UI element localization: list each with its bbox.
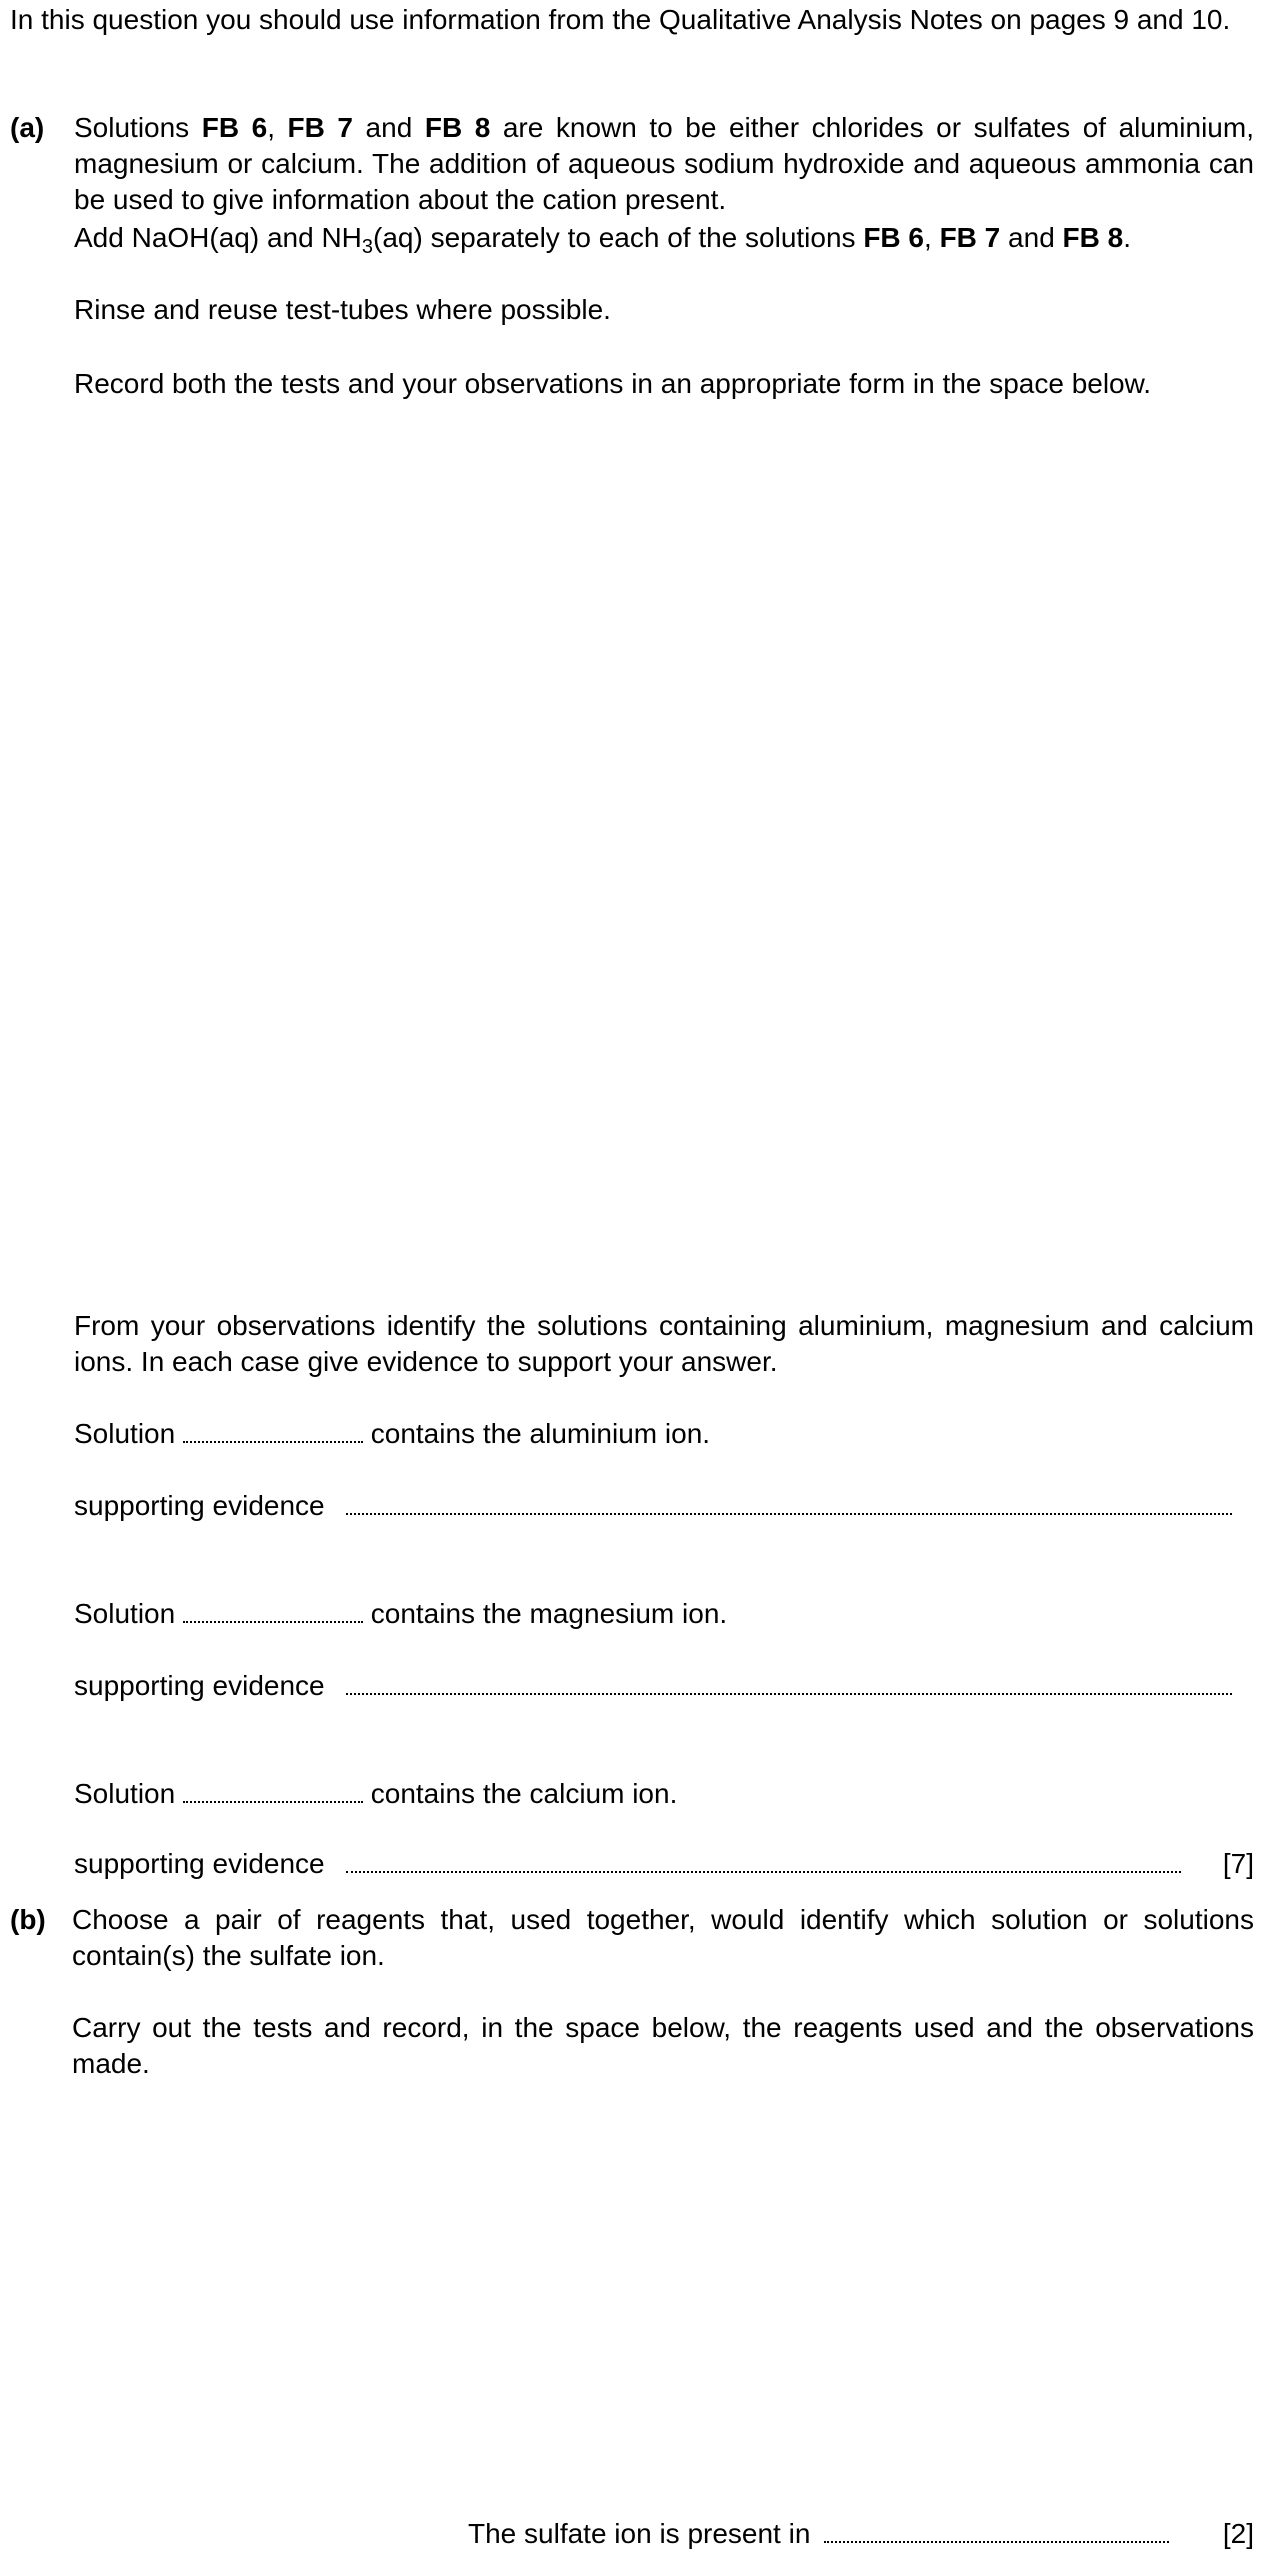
instruction-fb6: FB 6 (863, 222, 925, 253)
evidence-label: supporting evidence (74, 1490, 325, 1521)
part-a-marks: [7] (1222, 1848, 1254, 1879)
magnesium-evidence-line (74, 1668, 1232, 1704)
magnesium-text: contains the magnesium ion. (370, 1598, 728, 1629)
instruction-fb8: FB 8 (1062, 222, 1124, 253)
record-instruction: Record both the tests and your observations in an appropriate form in the space below. (74, 368, 1152, 399)
part-a-sep1: , (267, 112, 288, 143)
magnesium-answer-blank[interactable] (183, 1597, 363, 1623)
part-a-sep2: and (353, 112, 425, 143)
part-a-paragraph (74, 110, 1254, 218)
solution-word: Solution (74, 1778, 176, 1809)
calcium-line (74, 1776, 677, 1812)
calcium-answer-blank[interactable] (183, 1777, 363, 1803)
aluminium-text: contains the aluminium ion. (370, 1418, 711, 1449)
intro-text: In this question you should use information from the Qualitative Analysis Notes on pages 9 and 10. (10, 4, 1231, 35)
sulfate-answer-blank[interactable] (824, 2517, 1169, 2543)
part-b-marks: [2] (1222, 2518, 1254, 2549)
part-b-question: Choose a pair of reagents that, used together, would identify which solution or solutions contain(s) the sulfate ion. (72, 1904, 1254, 1971)
magnesium-line (74, 1596, 727, 1632)
part-a-instruction (74, 220, 1254, 256)
part-a-para1-post: are known to be either chlorides or sulfates of aluminium, magnesium or calcium. The addition of aqueous sodium hydroxide and aqueous ammonia can be used to give information about the cation present. (74, 112, 1254, 215)
magnesium-evidence-blank[interactable] (346, 1669, 1232, 1695)
aluminium-line (74, 1416, 710, 1452)
instruction-pre: Add NaOH(aq) and NH (74, 222, 362, 253)
part-a-para1-pre: Solutions (74, 112, 202, 143)
instruction-mid: (aq) separately to each of the solutions (373, 222, 864, 253)
solution-word: Solution (74, 1598, 176, 1629)
nh3-subscript: 3 (361, 236, 374, 258)
identify-instruction: From your observations identify the solutions containing aluminium, magnesium and calcium ions. In each case give evidence to support your answer. (74, 1310, 1254, 1377)
evidence-label: supporting evidence (74, 1848, 325, 1879)
instruction-sep1: , (924, 222, 940, 253)
aluminium-evidence-blank[interactable] (346, 1489, 1232, 1515)
sulfate-text: The sulfate ion is present in (468, 2518, 811, 2549)
calcium-text: contains the calcium ion. (370, 1778, 678, 1809)
calcium-evidence-line (74, 1846, 1181, 1882)
aluminium-evidence-line (74, 1488, 1232, 1524)
part-b-label: (b) (10, 1904, 46, 1935)
sulfate-answer-line (468, 2516, 1169, 2552)
instruction-sep2: and (1000, 222, 1063, 253)
fb7-label: FB 7 (287, 112, 353, 143)
instruction-end: . (1123, 222, 1132, 253)
calcium-evidence-blank[interactable] (346, 1847, 1181, 1873)
aluminium-answer-blank[interactable] (183, 1417, 363, 1443)
fb8-label: FB 8 (424, 112, 491, 143)
part-a-label: (a) (10, 112, 45, 143)
evidence-label: supporting evidence (74, 1670, 325, 1701)
rinse-instruction: Rinse and reuse test-tubes where possible. (74, 294, 611, 325)
instruction-fb7: FB 7 (939, 222, 1001, 253)
fb6-label: FB 6 (201, 112, 268, 143)
part-b-instruction: Carry out the tests and record, in the space below, the reagents used and the observations made. (72, 2012, 1254, 2079)
solution-word: Solution (74, 1418, 176, 1449)
